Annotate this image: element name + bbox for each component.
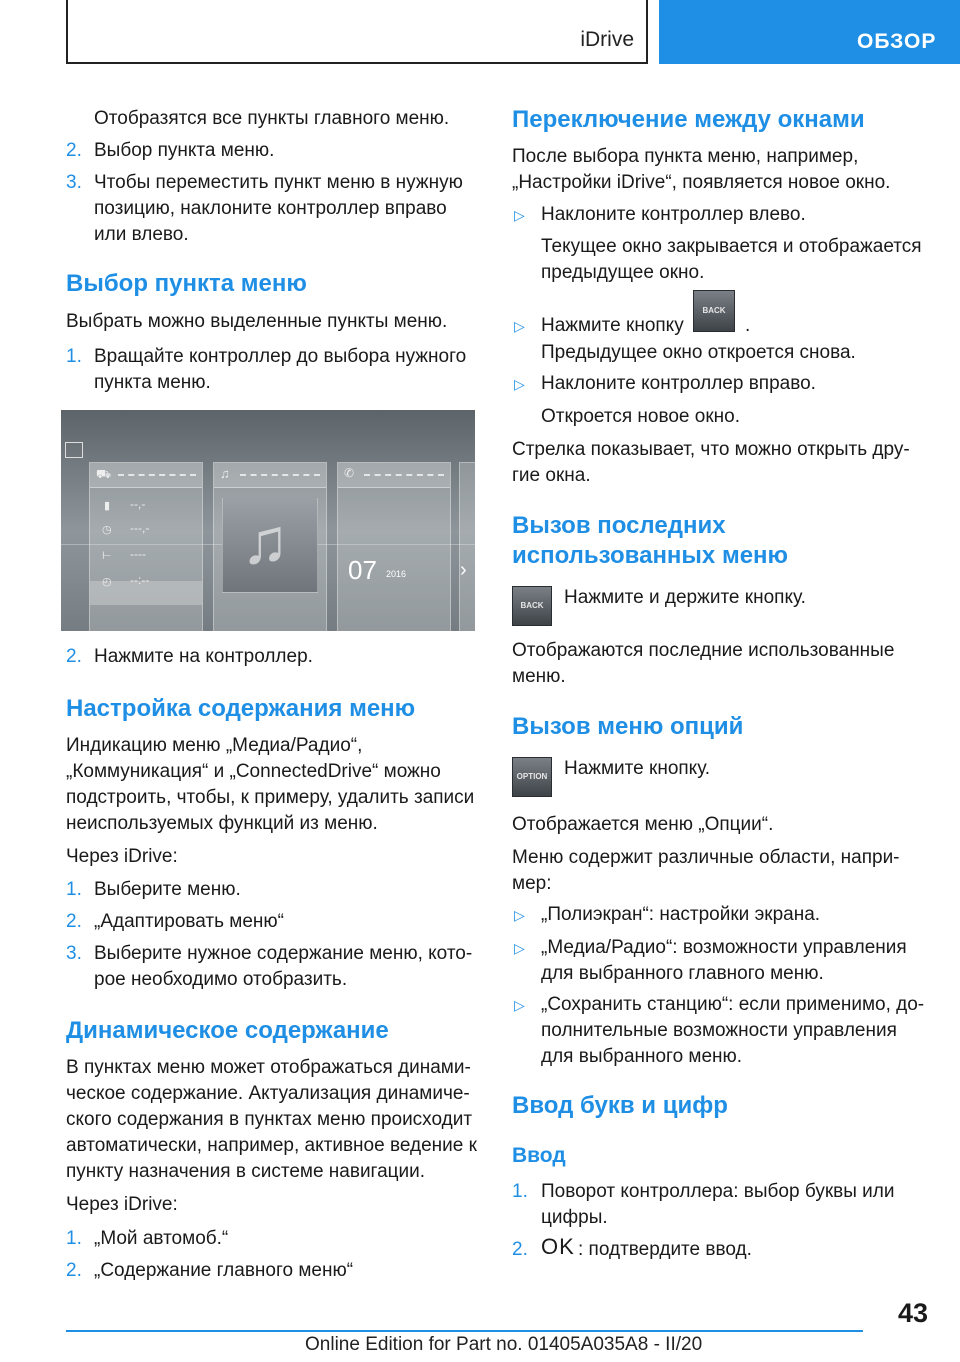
paragraph: В пунктах меню может отображаться динами- bbox=[66, 1057, 471, 1078]
subheading-input: Ввод bbox=[512, 1144, 566, 1167]
list-item: Нажмите на контроллер. bbox=[94, 646, 313, 667]
car-icon: ⛟ bbox=[96, 467, 112, 481]
arrow-bullet-icon: ▷ bbox=[514, 207, 525, 223]
back-button-image: BACK bbox=[512, 586, 552, 626]
bullet-sub: предыдущее окно. bbox=[541, 262, 705, 283]
list-item: Выберите меню. bbox=[94, 879, 241, 900]
paragraph: Стрелка показывает, что можно открыть дру- bbox=[512, 439, 910, 460]
heading-select: Выбор пункта меню bbox=[66, 270, 307, 297]
list-item: „Мой автомоб.“ bbox=[94, 1228, 229, 1249]
heading-input: Ввод букв и цифр bbox=[512, 1092, 728, 1119]
paragraph: меню. bbox=[512, 666, 566, 687]
paragraph: пункту назначения в системе навигации. bbox=[66, 1161, 426, 1182]
music-note-icon: ♫ bbox=[241, 505, 289, 577]
bullet-item-tail: . bbox=[745, 315, 751, 336]
ok-symbol: OK bbox=[541, 1234, 575, 1259]
arrow-bullet-icon: ▷ bbox=[514, 376, 525, 392]
arrow-bullet-icon: ▷ bbox=[514, 997, 525, 1013]
footer-divider bbox=[66, 1330, 863, 1332]
bullet-item: для выбранного меню. bbox=[541, 1046, 743, 1067]
paragraph: мер: bbox=[512, 873, 552, 894]
list-number: 2. bbox=[66, 140, 82, 161]
paragraph: „Коммуникация“ и „ConnectedDrive“ можно bbox=[66, 761, 441, 782]
list-item: рое необходимо отобразить. bbox=[94, 969, 348, 990]
option-button-image: OPTION bbox=[512, 757, 552, 797]
heading-custom: Настройка содержания меню bbox=[66, 695, 416, 722]
paragraph: автоматически, например, активное ведение к bbox=[66, 1135, 477, 1156]
paragraph: Меню содержит различные области, напри- bbox=[512, 847, 900, 868]
heading-recent: использованных меню bbox=[512, 542, 789, 569]
header-box bbox=[66, 0, 648, 64]
paragraph: Нажмите кнопку. bbox=[564, 758, 711, 779]
list-number: 3. bbox=[66, 172, 82, 193]
page-number: 43 bbox=[897, 1298, 928, 1328]
edition-note: Online Edition for Part no. 01405A035A8 - II/20 bbox=[305, 1334, 703, 1355]
bullet-item: „Медиа/Радио“: возможности управления bbox=[541, 937, 907, 958]
fuel-icon: ▮ bbox=[104, 500, 111, 512]
paragraph: гие окна. bbox=[512, 465, 591, 486]
back-button-image: BACK bbox=[693, 290, 735, 332]
list-item: Чтобы переместить пункт меню в нужную bbox=[94, 172, 463, 193]
list-item: пункта меню. bbox=[94, 372, 211, 393]
chapter-title: ОБЗОР bbox=[857, 30, 937, 53]
paragraph: Отображаются последние использованные bbox=[512, 640, 895, 661]
heading-recent: Вызов последних bbox=[512, 512, 726, 539]
bullet-item: полнительные возможности управления bbox=[541, 1020, 897, 1041]
bullet-sub: Предыдущее окно откроется снова. bbox=[541, 342, 856, 363]
list-number: 1. bbox=[66, 346, 82, 367]
list-number: 1. bbox=[66, 879, 82, 900]
arrow-bullet-icon: ▷ bbox=[514, 940, 525, 956]
phone-icon: ✆ bbox=[344, 466, 355, 480]
list-number: 3. bbox=[66, 943, 82, 964]
arrow-bullet-icon: ▷ bbox=[514, 907, 525, 923]
header-section: iDrive bbox=[580, 28, 634, 51]
heading-options: Вызов меню опций bbox=[512, 713, 744, 740]
list-item: цифры. bbox=[541, 1207, 608, 1228]
list-item: „Содержание главного меню“ bbox=[94, 1260, 354, 1281]
bullet-item: для выбранного главного меню. bbox=[541, 963, 824, 984]
paragraph: Через iDrive: bbox=[66, 1194, 178, 1215]
music-note-icon: ♫ bbox=[220, 466, 230, 481]
list-item: позицию, наклоните контроллер вправо bbox=[94, 198, 447, 219]
chapter-tab bbox=[659, 0, 960, 64]
bullet-sub: Откроется новое окно. bbox=[541, 406, 740, 427]
list-number: 2. bbox=[66, 646, 82, 667]
album-art bbox=[222, 497, 318, 593]
paragraph: После выбора пункта меню, например, bbox=[512, 146, 859, 167]
list-number: 2. bbox=[66, 911, 82, 932]
list-item: Выберите нужное содержание меню, кото- bbox=[94, 943, 473, 964]
paragraph: подстроить, чтобы, к примеру, удалить записи bbox=[66, 787, 475, 808]
bullet-sub: Текущее окно закрывается и отображается bbox=[541, 236, 922, 257]
list-number: 2. bbox=[512, 1239, 528, 1260]
list-item: Вращайте контроллер до выбора нужного bbox=[94, 346, 467, 367]
list-number: 1. bbox=[512, 1181, 528, 1202]
list-number: 1. bbox=[66, 1228, 82, 1249]
idrive-screenshot bbox=[61, 410, 475, 631]
tile-phone: ✆ 07 2016 bbox=[337, 462, 451, 631]
bullet-item: Наклоните контроллер влево. bbox=[541, 204, 806, 225]
list-item: : подтвердите ввод. bbox=[578, 1239, 752, 1260]
intro-continued: Отобразятся все пункты главного меню. bbox=[94, 108, 450, 129]
arrow-bullet-icon: ▷ bbox=[514, 318, 525, 334]
list-item: Поворот контроллера: выбор буквы или bbox=[541, 1181, 895, 1202]
clock-icon: ◷ bbox=[102, 524, 112, 536]
timer-icon: ◴ bbox=[102, 576, 112, 588]
chevron-right-icon: › bbox=[460, 559, 467, 581]
tile-media bbox=[213, 462, 327, 631]
list-item: „Адаптировать меню“ bbox=[94, 911, 284, 932]
distance-icon: ⊢ bbox=[102, 550, 112, 562]
paragraph: неиспользуемых функций из меню. bbox=[66, 813, 378, 834]
heading-switch: Переключение между окнами bbox=[512, 106, 865, 133]
heading-dynamic: Динамическое содержание bbox=[66, 1017, 389, 1044]
bullet-item: Наклоните контроллер вправо. bbox=[541, 373, 816, 394]
list-item: или влево. bbox=[94, 224, 189, 245]
paragraph: Нажмите и держите кнопку. bbox=[564, 587, 806, 608]
menu-grid-icon bbox=[65, 442, 83, 458]
paragraph: ческое содержание. Актуализация динамиче- bbox=[66, 1083, 470, 1104]
paragraph: Через iDrive: bbox=[66, 846, 178, 867]
paragraph: Выбрать можно выделенные пункты меню. bbox=[66, 311, 448, 332]
bullet-item: Нажмите кнопку bbox=[541, 315, 684, 336]
paragraph: „Настройки iDrive“, появляется новое окно. bbox=[512, 172, 891, 193]
list-number: 2. bbox=[66, 1260, 82, 1281]
bullet-item: „Полиэкран“: настройки экрана. bbox=[541, 904, 821, 925]
bullet-item: „Сохранить станцию“: если применимо, до- bbox=[541, 994, 925, 1015]
paragraph: Отображается меню „Опции“. bbox=[512, 814, 774, 835]
paragraph: ского содержания в пунктах меню происходит bbox=[66, 1109, 473, 1130]
list-item: Выбор пункта меню. bbox=[94, 140, 275, 161]
paragraph: Индикацию меню „Медиа/Радио“, bbox=[66, 735, 363, 756]
tile-next bbox=[459, 462, 475, 631]
tile-car: ⛟ ▮ --,- ◷ ---,- ⊢ ---- ◴ --:-- bbox=[89, 462, 203, 631]
